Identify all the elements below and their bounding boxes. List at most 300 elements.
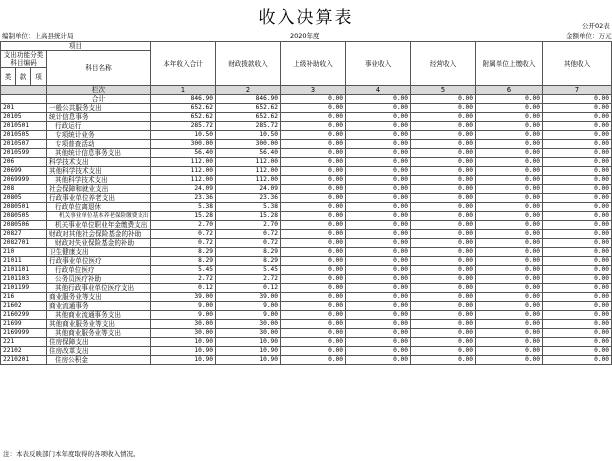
row-value-col-4[interactable]: 0.00 [346, 212, 411, 221]
row-subject-name[interactable]: 行政单位离退休 [47, 203, 151, 212]
table-row[interactable] [1, 167, 612, 176]
row-value-col-7[interactable]: 0.00 [543, 338, 612, 347]
row-value-col-7[interactable]: 0.00 [543, 293, 612, 302]
row-subject-name[interactable]: 财政对其他社会保险基金的补助 [47, 230, 151, 239]
row-value-col-6[interactable]: 0.00 [476, 176, 543, 185]
row-subject-name[interactable]: 住房保障支出 [47, 338, 151, 347]
table-row[interactable] [1, 131, 612, 140]
row-value-col-2[interactable]: 24.09 [216, 185, 281, 194]
row-value-col-3[interactable]: 0.00 [281, 311, 346, 320]
row-code[interactable]: 2010501 [1, 122, 47, 131]
row-value-col-1[interactable]: 8.29 [151, 248, 216, 257]
row-value-col-6[interactable]: 0.00 [476, 212, 543, 221]
row-value-col-3[interactable]: 0.00 [281, 167, 346, 176]
row-value-col-7[interactable]: 0.00 [543, 140, 612, 149]
row-value-col-3[interactable]: 0.00 [281, 158, 346, 167]
row-value-col-2[interactable]: 112.00 [216, 176, 281, 185]
row-value-col-1[interactable]: 652.62 [151, 113, 216, 122]
row-value-col-5[interactable]: 0.00 [411, 329, 476, 338]
table-row[interactable] [1, 140, 612, 149]
row-value-col-5[interactable]: 0.00 [411, 149, 476, 158]
row-value-col-3[interactable]: 0.00 [281, 149, 346, 158]
row-value-col-1[interactable]: 9.00 [151, 302, 216, 311]
row-value-col-3[interactable]: 0.00 [281, 356, 346, 365]
row-subject-name[interactable]: 其他商业流通事务支出 [47, 311, 151, 320]
table-row[interactable] [1, 284, 612, 293]
row-value-col-3[interactable]: 0.00 [281, 266, 346, 275]
row-value-col-1[interactable]: 112.00 [151, 176, 216, 185]
row-value-col-7[interactable]: 0.00 [543, 284, 612, 293]
row-value-col-3[interactable]: 0.00 [281, 284, 346, 293]
row-value-col-5[interactable]: 0.00 [411, 266, 476, 275]
row-value-col-1[interactable]: 39.00 [151, 293, 216, 302]
row-value-col-5[interactable]: 0.00 [411, 194, 476, 203]
total-value-2[interactable]: 846.90 [216, 95, 281, 104]
row-value-col-2[interactable]: 112.00 [216, 158, 281, 167]
row-value-col-4[interactable]: 0.00 [346, 347, 411, 356]
row-value-col-2[interactable]: 56.40 [216, 149, 281, 158]
row-value-col-2[interactable]: 39.00 [216, 293, 281, 302]
row-value-col-1[interactable]: 23.36 [151, 194, 216, 203]
row-value-col-7[interactable]: 0.00 [543, 131, 612, 140]
row-value-col-2[interactable]: 652.62 [216, 113, 281, 122]
row-value-col-7[interactable]: 0.00 [543, 167, 612, 176]
row-value-col-6[interactable]: 0.00 [476, 194, 543, 203]
row-value-col-4[interactable]: 0.00 [346, 248, 411, 257]
table-row[interactable] [1, 302, 612, 311]
row-value-col-3[interactable]: 0.00 [281, 140, 346, 149]
row-value-col-1[interactable]: 2.72 [151, 275, 216, 284]
row-value-col-7[interactable]: 0.00 [543, 221, 612, 230]
row-value-col-7[interactable]: 0.00 [543, 248, 612, 257]
row-value-col-1[interactable]: 9.00 [151, 311, 216, 320]
row-value-col-2[interactable]: 652.62 [216, 104, 281, 113]
row-value-col-1[interactable]: 30.00 [151, 320, 216, 329]
row-value-col-2[interactable]: 10.90 [216, 347, 281, 356]
row-value-col-1[interactable]: 5.45 [151, 266, 216, 275]
row-code[interactable]: 2101101 [1, 266, 47, 275]
row-value-col-6[interactable]: 0.00 [476, 293, 543, 302]
row-value-col-7[interactable]: 0.00 [543, 239, 612, 248]
table-row[interactable] [1, 113, 612, 122]
row-value-col-5[interactable]: 0.00 [411, 122, 476, 131]
row-value-col-5[interactable]: 0.00 [411, 239, 476, 248]
total-value-4[interactable]: 0.00 [346, 95, 411, 104]
row-value-col-4[interactable]: 0.00 [346, 266, 411, 275]
row-value-col-1[interactable]: 10.90 [151, 347, 216, 356]
row-subject-name[interactable]: 专项普查活动 [47, 140, 151, 149]
row-value-col-4[interactable]: 0.00 [346, 131, 411, 140]
row-value-col-7[interactable]: 0.00 [543, 149, 612, 158]
row-value-col-4[interactable]: 0.00 [346, 167, 411, 176]
row-value-col-4[interactable]: 0.00 [346, 293, 411, 302]
row-value-col-3[interactable]: 0.00 [281, 239, 346, 248]
total-value-5[interactable]: 0.00 [411, 95, 476, 104]
row-value-col-6[interactable]: 0.00 [476, 275, 543, 284]
row-value-col-7[interactable]: 0.00 [543, 176, 612, 185]
row-value-col-1[interactable]: 652.62 [151, 104, 216, 113]
row-value-col-6[interactable]: 0.00 [476, 320, 543, 329]
row-code[interactable]: 20805 [1, 194, 47, 203]
row-value-col-4[interactable]: 0.00 [346, 113, 411, 122]
table-row[interactable] [1, 104, 612, 113]
table-row[interactable] [1, 248, 612, 257]
row-value-col-2[interactable]: 15.28 [216, 212, 281, 221]
table-row[interactable] [1, 149, 612, 158]
header-kuan[interactable]: 款 [16, 68, 31, 86]
row-value-col-5[interactable]: 0.00 [411, 113, 476, 122]
row-code[interactable]: 21699 [1, 320, 47, 329]
total-value-6[interactable]: 0.00 [476, 95, 543, 104]
row-subject-name[interactable]: 财政对失业保险基金的补助 [47, 239, 151, 248]
table-row[interactable] [1, 185, 612, 194]
row-subject-name[interactable]: 行政事业单位医疗 [47, 257, 151, 266]
row-value-col-2[interactable]: 10.50 [216, 131, 281, 140]
row-value-col-1[interactable]: 10.90 [151, 356, 216, 365]
table-row[interactable] [1, 347, 612, 356]
row-value-col-5[interactable]: 0.00 [411, 158, 476, 167]
table-row[interactable] [1, 338, 612, 347]
row-value-col-7[interactable]: 0.00 [543, 212, 612, 221]
row-value-col-6[interactable]: 0.00 [476, 185, 543, 194]
row-value-col-2[interactable]: 5.45 [216, 266, 281, 275]
row-value-col-6[interactable]: 0.00 [476, 140, 543, 149]
header-subject-name[interactable]: 科目名称 [47, 51, 151, 86]
header-item[interactable]: 项目 [1, 42, 151, 51]
row-value-col-3[interactable]: 0.00 [281, 122, 346, 131]
row-value-col-5[interactable]: 0.00 [411, 302, 476, 311]
row-code[interactable]: 21011 [1, 257, 47, 266]
row-value-col-2[interactable]: 0.72 [216, 230, 281, 239]
row-value-col-2[interactable]: 9.00 [216, 311, 281, 320]
row-subject-name[interactable]: 一般公共服务支出 [47, 104, 151, 113]
row-value-col-2[interactable]: 10.90 [216, 338, 281, 347]
row-subject-name[interactable]: 卫生健康支出 [47, 248, 151, 257]
row-value-col-6[interactable]: 0.00 [476, 248, 543, 257]
row-value-col-5[interactable]: 0.00 [411, 284, 476, 293]
row-code[interactable]: 2101103 [1, 275, 47, 284]
row-value-col-2[interactable]: 300.00 [216, 140, 281, 149]
row-code[interactable]: 208 [1, 185, 47, 194]
row-value-col-6[interactable]: 0.00 [476, 311, 543, 320]
table-row[interactable] [1, 257, 612, 266]
row-value-col-3[interactable]: 0.00 [281, 194, 346, 203]
row-subject-name[interactable]: 行政单位医疗 [47, 266, 151, 275]
row-value-col-1[interactable]: 30.00 [151, 329, 216, 338]
table-row[interactable] [1, 239, 612, 248]
row-value-col-1[interactable]: 10.50 [151, 131, 216, 140]
row-value-col-4[interactable]: 0.00 [346, 284, 411, 293]
row-value-col-4[interactable]: 0.00 [346, 239, 411, 248]
row-subject-name[interactable]: 公务员医疗补助 [47, 275, 151, 284]
header-col-3[interactable]: 上级补助收入 [281, 42, 346, 86]
row-value-col-7[interactable]: 0.00 [543, 104, 612, 113]
row-value-col-7[interactable]: 0.00 [543, 311, 612, 320]
row-subject-name[interactable]: 科学技术支出 [47, 158, 151, 167]
header-lei[interactable]: 类 [1, 68, 16, 86]
row-value-col-2[interactable]: 30.00 [216, 329, 281, 338]
row-value-col-3[interactable]: 0.00 [281, 275, 346, 284]
total-value-7[interactable]: 0.00 [543, 95, 612, 104]
row-subject-name[interactable]: 其他商业服务业等支出 [47, 329, 151, 338]
row-value-col-5[interactable]: 0.00 [411, 140, 476, 149]
table-row[interactable] [1, 293, 612, 302]
row-value-col-1[interactable]: 112.00 [151, 158, 216, 167]
row-value-col-7[interactable]: 0.00 [543, 113, 612, 122]
row-value-col-3[interactable]: 0.00 [281, 221, 346, 230]
row-value-col-7[interactable]: 0.00 [543, 203, 612, 212]
table-row[interactable] [1, 176, 612, 185]
row-value-col-4[interactable]: 0.00 [346, 104, 411, 113]
row-value-col-2[interactable]: 2.70 [216, 221, 281, 230]
row-value-col-4[interactable]: 0.00 [346, 338, 411, 347]
row-value-col-4[interactable]: 0.00 [346, 140, 411, 149]
row-code[interactable]: 221 [1, 338, 47, 347]
row-value-col-4[interactable]: 0.00 [346, 158, 411, 167]
table-row[interactable] [1, 194, 612, 203]
row-value-col-6[interactable]: 0.00 [476, 356, 543, 365]
table-row[interactable] [1, 275, 612, 284]
row-code[interactable]: 2069999 [1, 176, 47, 185]
table-row[interactable] [1, 230, 612, 239]
row-value-col-7[interactable]: 0.00 [543, 302, 612, 311]
row-subject-name[interactable]: 其他商业服务业等支出 [47, 320, 151, 329]
row-subject-name[interactable]: 商业服务业等支出 [47, 293, 151, 302]
row-value-col-2[interactable]: 8.29 [216, 248, 281, 257]
header-col-1[interactable]: 本年收入合计 [151, 42, 216, 86]
row-value-col-4[interactable]: 0.00 [346, 221, 411, 230]
row-value-col-5[interactable]: 0.00 [411, 356, 476, 365]
row-value-col-7[interactable]: 0.00 [543, 266, 612, 275]
row-code[interactable]: 21602 [1, 302, 47, 311]
row-value-col-6[interactable]: 0.00 [476, 122, 543, 131]
row-value-col-2[interactable]: 9.00 [216, 302, 281, 311]
row-value-col-2[interactable]: 112.00 [216, 167, 281, 176]
row-value-col-5[interactable]: 0.00 [411, 212, 476, 221]
row-value-col-4[interactable]: 0.00 [346, 329, 411, 338]
row-value-col-7[interactable]: 0.00 [543, 194, 612, 203]
row-value-col-3[interactable]: 0.00 [281, 176, 346, 185]
row-code[interactable]: 20105 [1, 113, 47, 122]
row-code[interactable]: 2080501 [1, 203, 47, 212]
row-subject-name[interactable]: 住房公积金 [47, 356, 151, 365]
row-code[interactable]: 2010507 [1, 140, 47, 149]
row-value-col-2[interactable]: 23.36 [216, 194, 281, 203]
row-value-col-5[interactable]: 0.00 [411, 347, 476, 356]
row-value-col-1[interactable]: 10.90 [151, 338, 216, 347]
row-subject-name[interactable]: 专项统计业务 [47, 131, 151, 140]
row-value-col-6[interactable]: 0.00 [476, 284, 543, 293]
row-value-col-6[interactable]: 0.00 [476, 113, 543, 122]
row-value-col-5[interactable]: 0.00 [411, 104, 476, 113]
row-code[interactable]: 2101199 [1, 284, 47, 293]
row-value-col-1[interactable]: 2.70 [151, 221, 216, 230]
row-value-col-3[interactable]: 0.00 [281, 293, 346, 302]
row-value-col-1[interactable]: 8.29 [151, 257, 216, 266]
row-value-col-6[interactable]: 0.00 [476, 230, 543, 239]
row-value-col-7[interactable]: 0.00 [543, 329, 612, 338]
table-row[interactable] [1, 221, 612, 230]
row-value-col-1[interactable]: 56.40 [151, 149, 216, 158]
total-value-1[interactable]: 846.90 [151, 95, 216, 104]
row-code[interactable]: 2010505 [1, 131, 47, 140]
row-value-col-3[interactable]: 0.00 [281, 104, 346, 113]
row-value-col-5[interactable]: 0.00 [411, 221, 476, 230]
row-value-col-5[interactable]: 0.00 [411, 275, 476, 284]
row-value-col-1[interactable]: 112.00 [151, 167, 216, 176]
row-value-col-5[interactable]: 0.00 [411, 311, 476, 320]
row-value-col-5[interactable]: 0.00 [411, 167, 476, 176]
row-value-col-3[interactable]: 0.00 [281, 347, 346, 356]
table-row[interactable] [1, 320, 612, 329]
row-value-col-3[interactable]: 0.00 [281, 320, 346, 329]
row-code[interactable]: 22102 [1, 347, 47, 356]
row-code[interactable]: 20699 [1, 167, 47, 176]
row-value-col-1[interactable]: 0.72 [151, 239, 216, 248]
header-col-6[interactable]: 附属单位上缴收入 [476, 42, 543, 86]
row-value-col-7[interactable]: 0.00 [543, 185, 612, 194]
row-value-col-7[interactable]: 0.00 [543, 230, 612, 239]
row-code[interactable]: 2210201 [1, 356, 47, 365]
row-subject-name[interactable]: 其他统计信息事务支出 [47, 149, 151, 158]
table-row[interactable] [1, 122, 612, 131]
row-value-col-6[interactable]: 0.00 [476, 347, 543, 356]
row-code[interactable]: 2010599 [1, 149, 47, 158]
row-value-col-1[interactable]: 285.72 [151, 122, 216, 131]
row-code[interactable]: 20827 [1, 230, 47, 239]
table-row[interactable] [1, 203, 612, 212]
row-value-col-4[interactable]: 0.00 [346, 149, 411, 158]
row-code[interactable]: 201 [1, 104, 47, 113]
row-value-col-5[interactable]: 0.00 [411, 338, 476, 347]
row-value-col-5[interactable]: 0.00 [411, 320, 476, 329]
row-subject-name[interactable]: 机关事业单位基本养老保险缴费支出 [47, 212, 151, 221]
table-row[interactable] [1, 311, 612, 320]
row-value-col-6[interactable]: 0.00 [476, 338, 543, 347]
row-value-col-5[interactable]: 0.00 [411, 257, 476, 266]
row-value-col-4[interactable]: 0.00 [346, 203, 411, 212]
row-value-col-5[interactable]: 0.00 [411, 185, 476, 194]
row-value-col-4[interactable]: 0.00 [346, 257, 411, 266]
header-xiang[interactable]: 项 [31, 68, 47, 86]
row-value-col-3[interactable]: 0.00 [281, 329, 346, 338]
row-value-col-6[interactable]: 0.00 [476, 302, 543, 311]
row-code[interactable]: 216 [1, 293, 47, 302]
row-value-col-5[interactable]: 0.00 [411, 293, 476, 302]
table-row[interactable] [1, 158, 612, 167]
row-value-col-3[interactable]: 0.00 [281, 131, 346, 140]
row-subject-name[interactable]: 商业流通事务 [47, 302, 151, 311]
row-value-col-3[interactable]: 0.00 [281, 302, 346, 311]
total-row[interactable] [1, 95, 612, 104]
row-value-col-1[interactable]: 0.12 [151, 284, 216, 293]
row-value-col-6[interactable]: 0.00 [476, 158, 543, 167]
row-value-col-6[interactable]: 0.00 [476, 203, 543, 212]
header-col-2[interactable]: 财政拨款收入 [216, 42, 281, 86]
row-value-col-4[interactable]: 0.00 [346, 320, 411, 329]
row-value-col-3[interactable]: 0.00 [281, 257, 346, 266]
row-value-col-2[interactable]: 8.29 [216, 257, 281, 266]
row-value-col-1[interactable]: 300.00 [151, 140, 216, 149]
header-func-code[interactable]: 支出功能分类科目编码 [1, 51, 47, 68]
row-value-col-7[interactable]: 0.00 [543, 356, 612, 365]
row-value-col-4[interactable]: 0.00 [346, 176, 411, 185]
row-value-col-6[interactable]: 0.00 [476, 221, 543, 230]
row-value-col-5[interactable]: 0.00 [411, 131, 476, 140]
row-value-col-6[interactable]: 0.00 [476, 149, 543, 158]
table-row[interactable] [1, 329, 612, 338]
row-value-col-7[interactable]: 0.00 [543, 158, 612, 167]
header-col-4[interactable]: 事业收入 [346, 42, 411, 86]
row-value-col-6[interactable]: 0.00 [476, 266, 543, 275]
row-value-col-3[interactable]: 0.00 [281, 230, 346, 239]
row-value-col-3[interactable]: 0.00 [281, 338, 346, 347]
row-value-col-4[interactable]: 0.00 [346, 302, 411, 311]
row-value-col-7[interactable]: 0.00 [543, 275, 612, 284]
row-subject-name[interactable]: 社会保障和就业支出 [47, 185, 151, 194]
row-code[interactable]: 206 [1, 158, 47, 167]
row-subject-name[interactable]: 其他科学技术支出 [47, 167, 151, 176]
row-value-col-4[interactable]: 0.00 [346, 275, 411, 284]
row-value-col-2[interactable]: 2.72 [216, 275, 281, 284]
row-value-col-3[interactable]: 0.00 [281, 212, 346, 221]
row-value-col-1[interactable]: 0.72 [151, 230, 216, 239]
row-subject-name[interactable]: 其他科学技术支出 [47, 176, 151, 185]
row-code[interactable]: 2082701 [1, 239, 47, 248]
row-value-col-5[interactable]: 0.00 [411, 176, 476, 185]
row-value-col-3[interactable]: 0.00 [281, 248, 346, 257]
row-value-col-6[interactable]: 0.00 [476, 104, 543, 113]
row-value-col-2[interactable]: 30.00 [216, 320, 281, 329]
row-value-col-4[interactable]: 0.00 [346, 311, 411, 320]
row-subject-name[interactable]: 机关事业单位职业年金缴费支出 [47, 221, 151, 230]
row-subject-name[interactable]: 住房改革支出 [47, 347, 151, 356]
table-row[interactable] [1, 356, 612, 365]
row-value-col-2[interactable]: 0.72 [216, 239, 281, 248]
row-value-col-5[interactable]: 0.00 [411, 203, 476, 212]
row-value-col-6[interactable]: 0.00 [476, 167, 543, 176]
row-value-col-4[interactable]: 0.00 [346, 194, 411, 203]
row-code[interactable]: 2080505 [1, 212, 47, 221]
row-value-col-7[interactable]: 0.00 [543, 320, 612, 329]
row-value-col-7[interactable]: 0.00 [543, 122, 612, 131]
row-value-col-3[interactable]: 0.00 [281, 113, 346, 122]
row-value-col-7[interactable]: 0.00 [543, 257, 612, 266]
row-value-col-3[interactable]: 0.00 [281, 185, 346, 194]
row-value-col-2[interactable]: 285.72 [216, 122, 281, 131]
row-value-col-6[interactable]: 0.00 [476, 329, 543, 338]
row-code[interactable]: 2169999 [1, 329, 47, 338]
row-value-col-4[interactable]: 0.00 [346, 230, 411, 239]
row-value-col-1[interactable]: 5.38 [151, 203, 216, 212]
row-value-col-2[interactable]: 0.12 [216, 284, 281, 293]
row-value-col-3[interactable]: 0.00 [281, 203, 346, 212]
row-value-col-2[interactable]: 10.90 [216, 356, 281, 365]
row-value-col-7[interactable]: 0.00 [543, 347, 612, 356]
row-subject-name[interactable]: 其他行政事业单位医疗支出 [47, 284, 151, 293]
row-subject-name[interactable]: 行政运行 [47, 122, 151, 131]
row-value-col-5[interactable]: 0.00 [411, 248, 476, 257]
row-code[interactable]: 210 [1, 248, 47, 257]
row-value-col-1[interactable]: 15.28 [151, 212, 216, 221]
row-value-col-1[interactable]: 24.09 [151, 185, 216, 194]
row-subject-name[interactable]: 行政事业单位养老支出 [47, 194, 151, 203]
table-row[interactable] [1, 212, 612, 221]
row-value-col-4[interactable]: 0.00 [346, 185, 411, 194]
header-col-5[interactable]: 经营收入 [411, 42, 476, 86]
table-row[interactable] [1, 266, 612, 275]
row-value-col-6[interactable]: 0.00 [476, 257, 543, 266]
